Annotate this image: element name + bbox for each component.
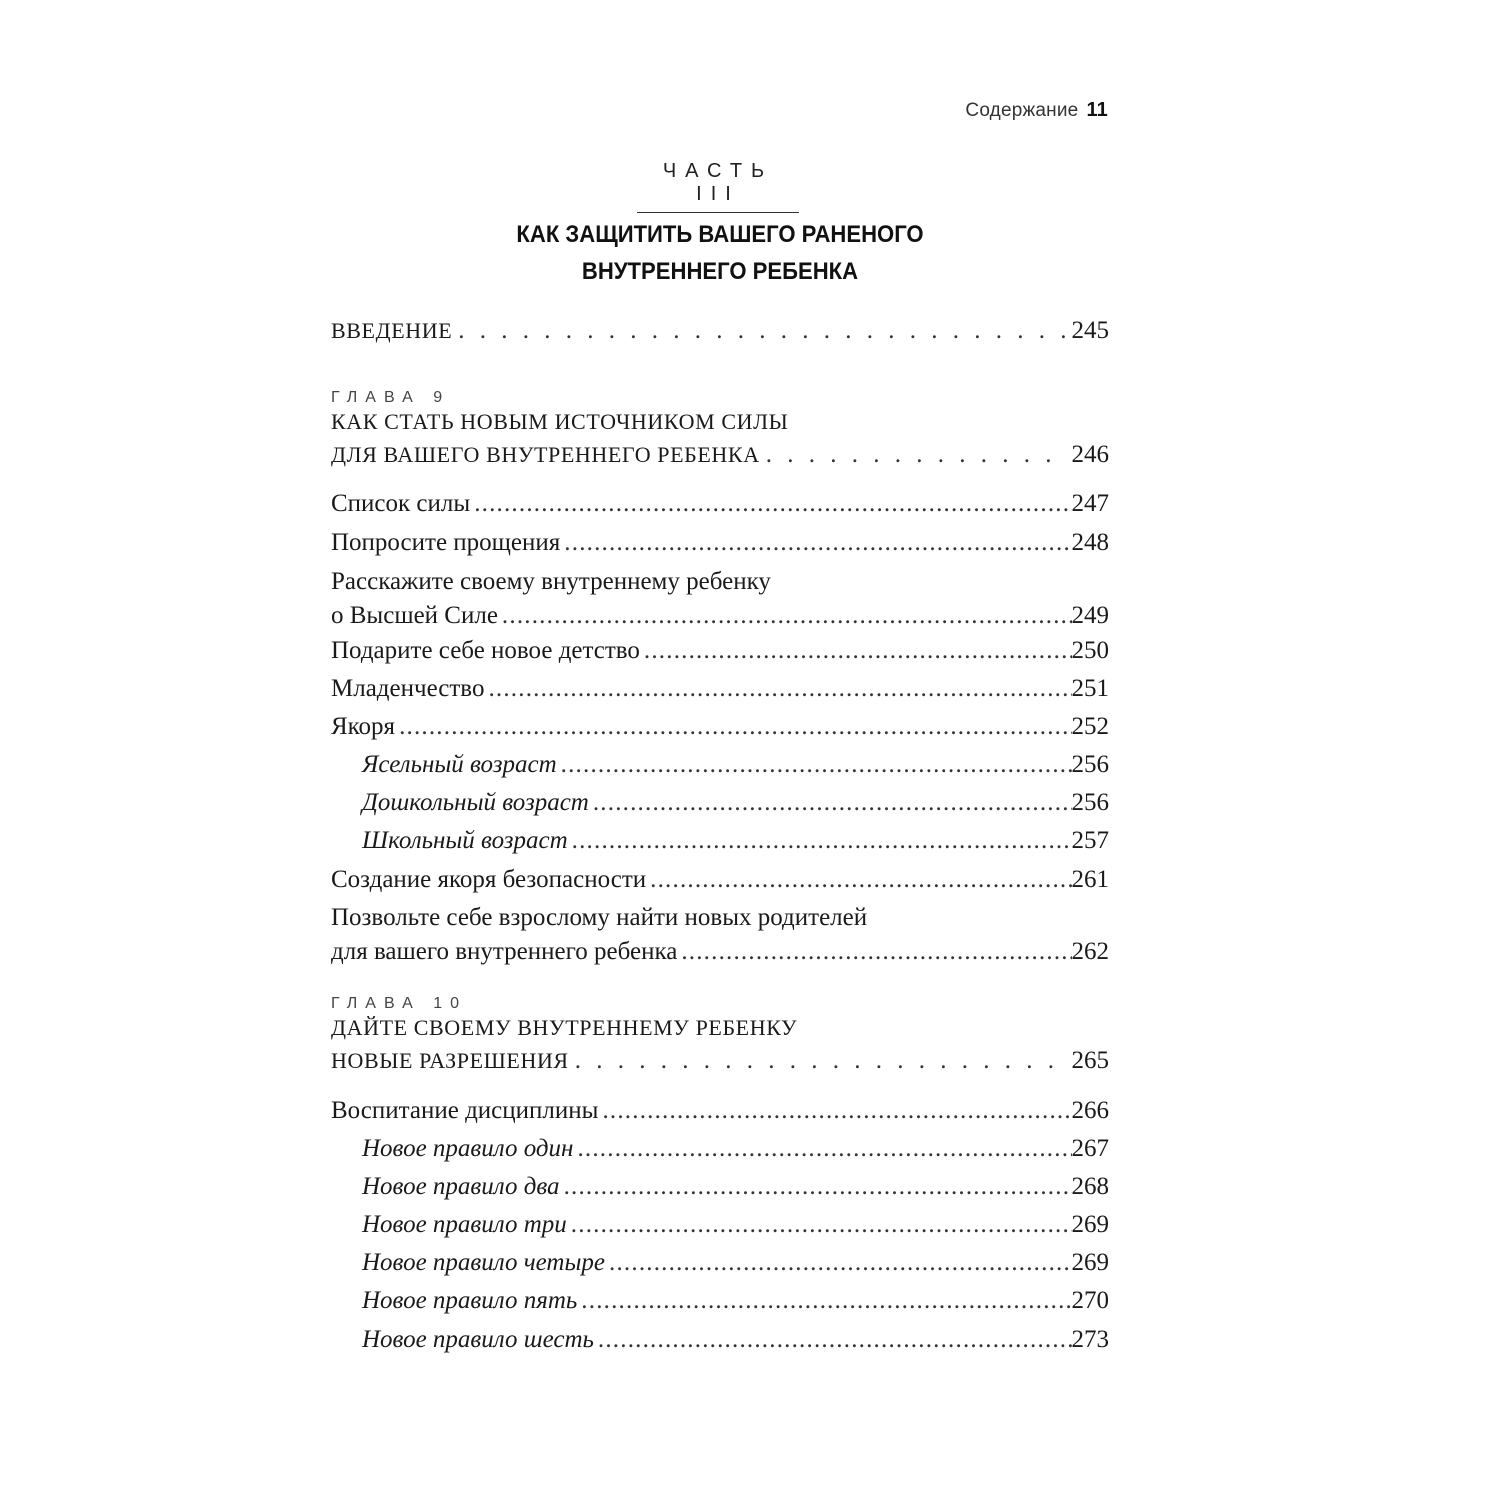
toc-entry-page: 269 — [1071, 1249, 1109, 1276]
toc-entry-title: Новое правило четыре — [362, 1249, 606, 1276]
toc-subentry[interactable] — [362, 750, 1109, 780]
toc-entry-title-line2: о Высшей Силе — [331, 602, 498, 629]
toc-entry[interactable] — [331, 712, 1109, 742]
toc-entry-page: 269 — [1071, 1211, 1109, 1238]
toc-entry-page: 262 — [1071, 938, 1109, 965]
leader-dots — [488, 674, 1071, 704]
toc-entry[interactable] — [331, 674, 1109, 704]
toc-entry-title: Ясельный возраст — [362, 751, 557, 778]
toc-entry-title-line2: ДЛЯ ВАШЕГО ВНУТРЕННЕГО РЕБЕНКА — [331, 442, 760, 467]
leader-dots — [681, 937, 1071, 967]
toc-entry-page: 251 — [1071, 675, 1109, 702]
leader-dots — [399, 712, 1071, 742]
toc-entry-page: 250 — [1071, 637, 1109, 664]
toc-entry-title: Школьный возраст — [362, 827, 568, 854]
toc-entry-chapter-10[interactable] — [331, 1013, 1109, 1076]
part-label: ЧАСТЬ III — [637, 160, 799, 213]
toc-entry-page: 265 — [1071, 1047, 1109, 1074]
toc-entry-title-line2: НОВЫЕ РАЗРЕШЕНИЯ — [331, 1048, 569, 1073]
toc-entry[interactable] — [331, 1096, 1109, 1126]
leader-dots — [602, 1096, 1071, 1126]
toc-entry-title: Попросите прощения — [331, 529, 561, 556]
toc-entry-page: 257 — [1071, 827, 1109, 854]
toc-entry-page: 256 — [1071, 751, 1109, 778]
toc-entry-title: Якоря — [331, 713, 396, 740]
page-number: 11 — [1086, 99, 1108, 121]
leader-dots — [572, 826, 1072, 856]
leader-dots — [598, 1325, 1072, 1355]
part-title-line2: ВНУТРЕННЕГО РЕБЕНКА — [581, 258, 859, 285]
toc-entry-page: 245 — [1071, 317, 1109, 344]
leader-dots — [575, 1046, 1066, 1076]
toc-entry-page: 270 — [1071, 1287, 1109, 1314]
toc-entry-page: 256 — [1071, 789, 1109, 816]
toc-entry-page: 252 — [1071, 713, 1109, 740]
toc-entry-page: 249 — [1071, 602, 1109, 629]
toc-entry-title-line1: Позвольте себе взрослому найти новых родителей — [331, 904, 868, 931]
toc-subentry[interactable] — [362, 1210, 1109, 1240]
leader-dots — [581, 1286, 1071, 1316]
leader-dots — [561, 750, 1072, 780]
chapter-label: ГЛАВА 9 — [331, 389, 451, 406]
toc-entry-introduction[interactable] — [331, 316, 1109, 346]
toc-entry-title: Младенчество — [331, 675, 485, 702]
toc-entry-page: 261 — [1071, 866, 1109, 893]
toc-entry-title: Создание якоря безопасности — [331, 866, 647, 893]
toc-entry-page: 268 — [1071, 1173, 1109, 1200]
toc-entry-page: 267 — [1071, 1135, 1109, 1162]
toc-entry-page: 266 — [1071, 1097, 1109, 1124]
toc-entry[interactable] — [331, 489, 1109, 519]
chapter-label: ГЛАВА 10 — [331, 995, 467, 1012]
toc-entry-page: 273 — [1071, 1326, 1109, 1353]
toc-entry-title: Воспитание дисциплины — [331, 1097, 599, 1124]
toc-subentry[interactable] — [362, 1286, 1109, 1316]
toc-entry-page: 247 — [1071, 490, 1109, 517]
toc-subentry[interactable] — [362, 1248, 1109, 1278]
toc-entry-title: Список силы — [331, 490, 471, 517]
leader-dots — [458, 316, 1065, 346]
running-head-section: Содержание — [965, 100, 1079, 121]
toc-entry-title: Новое правило один — [362, 1135, 574, 1162]
leader-dots — [766, 440, 1066, 470]
toc-entry-title: Новое правило три — [362, 1211, 567, 1238]
part-title-line1: КАК ЗАЩИТИТЬ ВАШЕГО РАНЕНОГО — [516, 221, 924, 248]
toc-entry[interactable] — [331, 528, 1109, 558]
leader-dots — [571, 1210, 1072, 1240]
toc-entry-title: Дошкольный возраст — [362, 789, 589, 816]
toc-entry[interactable] — [331, 567, 1109, 631]
toc-entry-title: Новое правило два — [362, 1173, 560, 1200]
toc-entry-title-line1: КАК СТАТЬ НОВЫМ ИСТОЧНИКОМ СИЛЫ — [331, 409, 789, 434]
leader-dots — [502, 601, 1072, 631]
toc-subentry[interactable] — [362, 1172, 1109, 1202]
leader-dots — [577, 1134, 1071, 1164]
toc-entry-title: Новое правило шесть — [362, 1326, 594, 1353]
toc-entry[interactable] — [331, 636, 1109, 666]
toc-entry-title-line1: Расскажите своему внутреннему ребенку — [331, 568, 771, 595]
leader-dots — [644, 636, 1072, 666]
toc-subentry[interactable] — [362, 1134, 1109, 1164]
leader-dots — [564, 528, 1071, 558]
toc-entry[interactable] — [331, 903, 1109, 967]
leader-dots — [609, 1248, 1071, 1278]
toc-entry-title-line2: для вашего внутреннего ребенка — [331, 938, 678, 965]
toc-entry-title: Новое правило пять — [362, 1287, 578, 1314]
toc-entry[interactable] — [331, 865, 1109, 895]
toc-entry-title-line1: ДАЙТЕ СВОЕМУ ВНУТРЕННЕМУ РЕБЕНКУ — [331, 1015, 798, 1040]
toc-entry-chapter-9[interactable] — [331, 407, 1109, 470]
toc-entry-title: ВВЕДЕНИЕ — [331, 318, 453, 343]
toc-entry-page: 248 — [1071, 529, 1109, 556]
leader-dots — [564, 1172, 1072, 1202]
toc-subentry[interactable] — [362, 826, 1109, 856]
toc-subentry[interactable] — [362, 1325, 1109, 1355]
toc-entry-page: 246 — [1071, 441, 1109, 468]
toc-entry-title: Подарите себе новое детство — [331, 637, 640, 664]
leader-dots — [650, 865, 1071, 895]
leader-dots — [474, 489, 1071, 519]
leader-dots — [593, 788, 1072, 818]
toc-subentry[interactable] — [362, 788, 1109, 818]
